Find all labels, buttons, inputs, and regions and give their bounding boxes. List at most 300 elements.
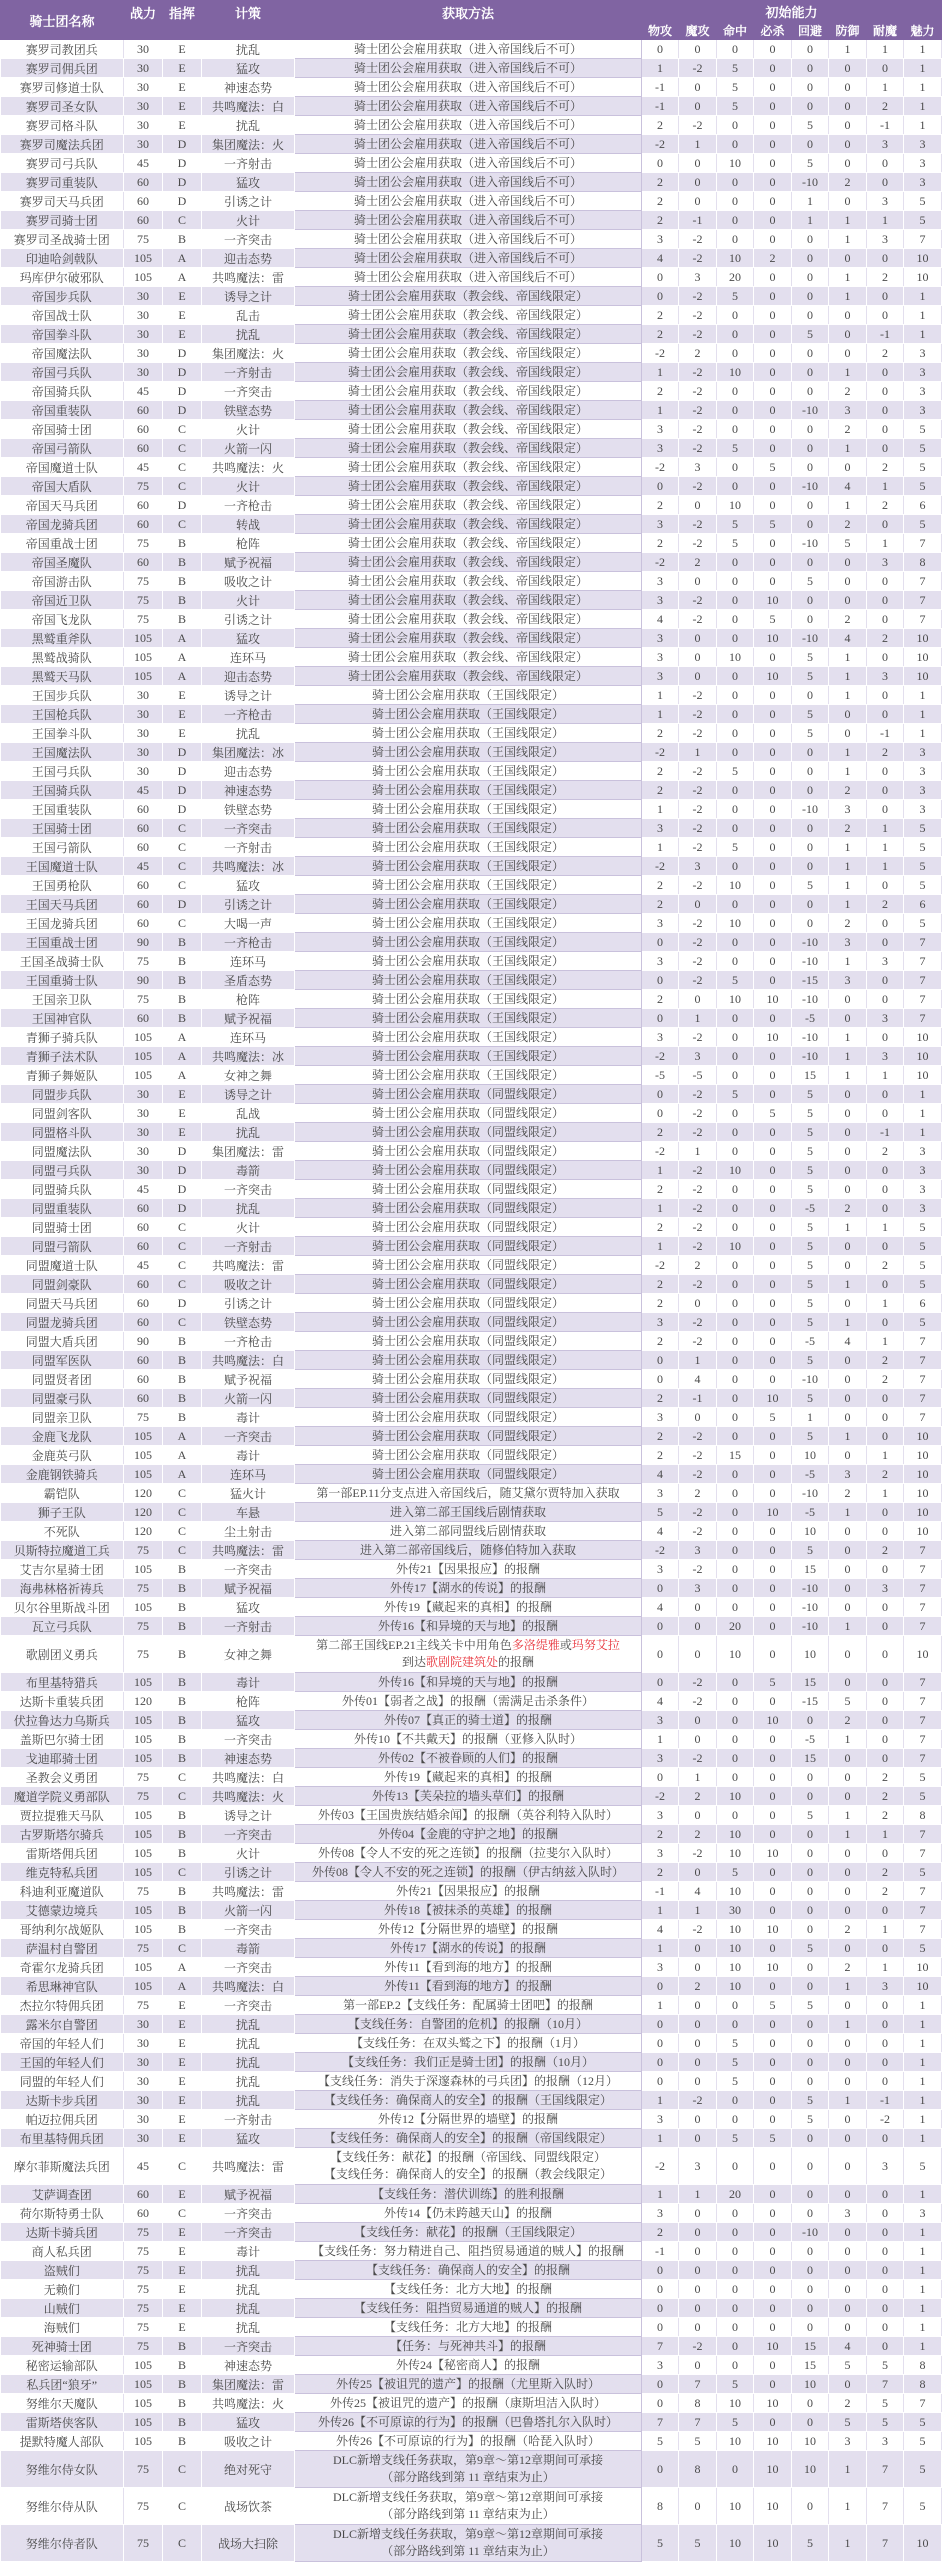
stat-4: 0 — [754, 1617, 792, 1636]
stat-1: 0 — [642, 2451, 679, 2488]
battalion-power: 75 — [124, 990, 163, 1009]
stat-8: 1 — [904, 2110, 942, 2129]
battalion-command: B — [163, 1825, 202, 1844]
battalion-name: 同盟重装队 — [1, 1199, 124, 1218]
stat-1: 1 — [642, 1237, 679, 1256]
stat-7: 0 — [867, 515, 904, 534]
battalion-command: D — [163, 1161, 202, 1180]
stat-2: -5 — [679, 1066, 717, 1085]
table-row — [1, 515, 942, 534]
stat-2: -2 — [679, 1844, 717, 1863]
stat-6: 1 — [829, 1617, 867, 1636]
stat-5: 0 — [792, 2015, 829, 2034]
battalion-method: 骑士团公会雇用获取（王国线限定） — [295, 971, 642, 990]
stat-1: -2 — [642, 2148, 679, 2185]
battalion-name: 帝国拳斗队 — [1, 325, 124, 344]
battalion-power: 105 — [124, 1920, 163, 1939]
battalion-name: 私兵团“狼牙” — [1, 2375, 124, 2394]
table-row — [1, 1901, 942, 1920]
stat-6: 0 — [829, 192, 867, 211]
battalion-name: 伏拉鲁达力乌斯兵 — [1, 1711, 124, 1730]
stat-7: 0 — [867, 1939, 904, 1958]
stat-1: 2 — [642, 1294, 679, 1313]
stat-3: 0 — [717, 1484, 754, 1503]
stat-6: 1 — [829, 287, 867, 306]
table-row — [1, 1522, 942, 1541]
stat-4: 10 — [754, 2525, 792, 2562]
battalion-method: 骑士团公会雇用获取（王国线限定） — [295, 743, 642, 762]
stat-7: 3 — [867, 2432, 904, 2451]
battalion-command: B — [163, 1806, 202, 1825]
battalion-tactic: 共鸣魔法：雷 — [202, 1541, 295, 1560]
stat-6: 2 — [829, 515, 867, 534]
stat-4: 10 — [754, 2432, 792, 2451]
stat-3: 5 — [717, 971, 754, 990]
stat-8: 1 — [904, 2091, 942, 2110]
stat-5: 5 — [792, 724, 829, 743]
stat-8: 7 — [904, 1673, 942, 1692]
battalion-method: 骑士团公会雇用获取（进入帝国线后不可） — [295, 154, 642, 173]
stat-4: 0 — [754, 2185, 792, 2204]
battalion-method: 外传04【金鹿的守护之地】的报酬 — [295, 1825, 642, 1844]
battalion-name: 王国勇枪队 — [1, 876, 124, 895]
battalion-tactic: 扰乱 — [202, 325, 295, 344]
stat-3: 10 — [717, 1825, 754, 1844]
stat-3: 0 — [717, 1180, 754, 1199]
battalion-tactic: 迎击态势 — [202, 249, 295, 268]
stat-7: 2 — [867, 1863, 904, 1882]
stat-7: -1 — [867, 2091, 904, 2110]
stat-8: 5 — [904, 1313, 942, 1332]
stat-7: 1 — [867, 857, 904, 876]
battalion-method: 骑士团公会雇用获取（王国线限定） — [295, 933, 642, 952]
battalion-tactic: 乱击 — [202, 306, 295, 325]
stat-1: 2 — [642, 1180, 679, 1199]
battalion-command: C — [163, 2148, 202, 2185]
stat-6: 0 — [829, 2318, 867, 2337]
stat-4: 0 — [754, 1370, 792, 1389]
battalion-method: 骑士团公会雇用获取（进入帝国线后不可） — [295, 116, 642, 135]
stat-7: 2 — [867, 458, 904, 477]
table-row — [1, 1806, 942, 1825]
stat-8: 5 — [904, 1275, 942, 1294]
stat-3: 0 — [717, 2148, 754, 2185]
stat-2: 3 — [679, 268, 717, 287]
stat-8: 5 — [904, 1863, 942, 1882]
stat-5: -5 — [792, 1332, 829, 1351]
table-row — [1, 1199, 942, 1218]
battalion-name: 同盟剑豪队 — [1, 1275, 124, 1294]
battalion-command: B — [163, 572, 202, 591]
stat-5: -5 — [792, 1009, 829, 1028]
stat-7: 5 — [867, 2356, 904, 2375]
battalion-name: 艾德蒙边境兵 — [1, 1901, 124, 1920]
table-row — [1, 1275, 942, 1294]
stat-1: 0 — [642, 2299, 679, 2318]
battalion-command: B — [163, 1711, 202, 1730]
battalion-command: E — [163, 2110, 202, 2129]
stat-4: 0 — [754, 1806, 792, 1825]
battalion-command: B — [163, 230, 202, 249]
battalion-power: 75 — [124, 1996, 163, 2015]
battalion-command: C — [163, 439, 202, 458]
stat-5: 0 — [792, 553, 829, 572]
stat-7: 0 — [867, 382, 904, 401]
battalion-method: 外传24【秘密商人】的报酬 — [295, 2356, 642, 2375]
battalion-name: 王国枪兵队 — [1, 705, 124, 724]
battalion-power: 105 — [124, 667, 163, 686]
stat-6: 1 — [829, 1028, 867, 1047]
stat-5: 0 — [792, 2148, 829, 2185]
battalion-power: 45 — [124, 1256, 163, 1275]
stat-2: 0 — [679, 2034, 717, 2053]
stat-8: 5 — [904, 2432, 942, 2451]
stat-4: 0 — [754, 2204, 792, 2223]
stat-1: 3 — [642, 230, 679, 249]
stat-6: 1 — [829, 895, 867, 914]
battalion-name: 海贼们 — [1, 2318, 124, 2337]
stat-2: 0 — [679, 2204, 717, 2223]
stat-5: -10 — [792, 1484, 829, 1503]
stat-6: 1 — [829, 211, 867, 230]
battalion-power: 45 — [124, 857, 163, 876]
battalion-name: 盖斯巴尔骑士团 — [1, 1730, 124, 1749]
stat-7: 0 — [867, 2072, 904, 2091]
battalion-tactic: 赋予祝福 — [202, 1009, 295, 1028]
stat-8: 5 — [904, 192, 942, 211]
stat-8: 7 — [904, 1882, 942, 1901]
stat-7: 1 — [867, 838, 904, 857]
stat-2: -2 — [679, 876, 717, 895]
stat-1: 3 — [642, 629, 679, 648]
stat-1: 1 — [642, 2091, 679, 2110]
header-stat: 魔攻 — [679, 22, 717, 40]
stat-2: -2 — [679, 1161, 717, 1180]
battalion-tactic: 扰乱 — [202, 40, 295, 59]
stat-4: 0 — [754, 2356, 792, 2375]
stat-6: 2 — [829, 382, 867, 401]
battalion-power: 90 — [124, 971, 163, 990]
stat-6: 3 — [829, 2204, 867, 2223]
stat-2: 0 — [679, 78, 717, 97]
battalion-power: 105 — [124, 1446, 163, 1465]
stat-3: 0 — [717, 477, 754, 496]
battalion-name: 帝国魔道士队 — [1, 458, 124, 477]
table-row — [1, 952, 942, 971]
stat-3: 10 — [717, 1920, 754, 1939]
battalion-name: 赛罗司弓兵队 — [1, 154, 124, 173]
battalion-power: 30 — [124, 724, 163, 743]
stat-2: 0 — [679, 648, 717, 667]
stat-7: 1 — [867, 1825, 904, 1844]
table-row — [1, 2015, 942, 2034]
stat-2: 0 — [679, 667, 717, 686]
stat-2: 0 — [679, 1996, 717, 2015]
table-row — [1, 2413, 942, 2432]
stat-1: -2 — [642, 1541, 679, 1560]
battalion-name: 布里基特猎兵 — [1, 1673, 124, 1692]
stat-5: 10 — [792, 2451, 829, 2488]
stat-4: 10 — [754, 1028, 792, 1047]
battalion-power: 60 — [124, 515, 163, 534]
stat-4: 0 — [754, 2375, 792, 2394]
stat-2: -2 — [679, 1560, 717, 1579]
table-row — [1, 1237, 942, 1256]
battalion-power: 30 — [124, 2091, 163, 2110]
table-row — [1, 1180, 942, 1199]
stat-8: 1 — [904, 40, 942, 59]
battalion-tactic: 集团魔法：火 — [202, 344, 295, 363]
battalion-method: 第一部EP.2【支线任务：配属骑士团吧】的报酬 — [295, 1996, 642, 2015]
battalion-tactic: 一齐射击 — [202, 363, 295, 382]
battalion-name: 达斯卡重装兵团 — [1, 1692, 124, 1711]
battalion-method: 骑士团公会雇用获取（进入帝国线后不可） — [295, 135, 642, 154]
stat-5: -5 — [792, 1465, 829, 1484]
stat-5: 0 — [792, 2072, 829, 2091]
stat-4: 0 — [754, 1541, 792, 1560]
stat-5: 10 — [792, 2432, 829, 2451]
battalion-power: 75 — [124, 2223, 163, 2242]
battalion-name: 赛罗司圣战骑士团 — [1, 230, 124, 249]
battalion-command: E — [163, 287, 202, 306]
stat-7: 1 — [867, 1332, 904, 1351]
battalion-tactic: 猛火计 — [202, 1484, 295, 1503]
stat-7: 1 — [867, 477, 904, 496]
stat-6: 0 — [829, 97, 867, 116]
battalion-power: 105 — [124, 1673, 163, 1692]
stat-6: 0 — [829, 1673, 867, 1692]
stat-5: 0 — [792, 1825, 829, 1844]
stat-6: 0 — [829, 1787, 867, 1806]
battalion-command: C — [163, 420, 202, 439]
battalion-tactic: 转战 — [202, 515, 295, 534]
stat-6: 1 — [829, 838, 867, 857]
battalion-command: D — [163, 344, 202, 363]
battalion-tactic: 枪阵 — [202, 534, 295, 553]
table-row — [1, 743, 942, 762]
battalion-power: 105 — [124, 2432, 163, 2451]
stat-3: 5 — [717, 2053, 754, 2072]
stat-1: 0 — [642, 1977, 679, 1996]
stat-1: 0 — [642, 1617, 679, 1636]
stat-4: 0 — [754, 439, 792, 458]
stat-7: 0 — [867, 2185, 904, 2204]
stat-2: -2 — [679, 287, 717, 306]
stat-2: 7 — [679, 2413, 717, 2432]
stat-7: 3 — [867, 1047, 904, 1066]
battalion-name: 雷斯塔侠客队 — [1, 2413, 124, 2432]
stat-6: 1 — [829, 496, 867, 515]
stat-6: 1 — [829, 1218, 867, 1237]
battalion-method: 骑士团公会雇用获取（教会线、帝国线限定） — [295, 629, 642, 648]
stat-8: 1 — [904, 78, 942, 97]
stat-4: 0 — [754, 1142, 792, 1161]
stat-7: 0 — [867, 287, 904, 306]
stat-8: 3 — [904, 401, 942, 420]
stat-1: 2 — [642, 192, 679, 211]
stat-8: 7 — [904, 1389, 942, 1408]
stat-2: 1 — [679, 743, 717, 762]
stat-6: 2 — [829, 1958, 867, 1977]
stat-1: 2 — [642, 1863, 679, 1882]
stat-5: 1 — [792, 211, 829, 230]
battalion-name: 王国弓兵队 — [1, 762, 124, 781]
stat-4: 0 — [754, 2110, 792, 2129]
stat-1: 5 — [642, 2432, 679, 2451]
stat-5: 0 — [792, 2261, 829, 2280]
table-row — [1, 1958, 942, 1977]
battalion-power: 105 — [124, 2394, 163, 2413]
stat-3: 20 — [717, 1617, 754, 1636]
table-row — [1, 1161, 942, 1180]
battalion-name: 王国的年轻人们 — [1, 2053, 124, 2072]
table-row — [1, 287, 942, 306]
battalion-method: 骑士团公会雇用获取（王国线限定） — [295, 838, 642, 857]
table-row — [1, 686, 942, 705]
battalion-tactic: 火计 — [202, 591, 295, 610]
stat-4: 0 — [754, 895, 792, 914]
stat-1: -2 — [642, 458, 679, 477]
stat-5: 0 — [792, 1901, 829, 1920]
stat-7: 0 — [867, 2204, 904, 2223]
battalion-name: 王国骑士团 — [1, 819, 124, 838]
battalion-command: B — [163, 1882, 202, 1901]
stat-7: 0 — [867, 59, 904, 78]
battalion-method: DLC新增支线任务获取，第9章～第12章期间可承接 （部分路线到第 11 章结束为止） — [295, 2488, 642, 2525]
stat-3: 10 — [717, 1844, 754, 1863]
stat-4: 0 — [754, 344, 792, 363]
table-row — [1, 724, 942, 743]
battalion-name: 赛罗司佣兵团 — [1, 59, 124, 78]
stat-8: 7 — [904, 1825, 942, 1844]
stat-1: 0 — [642, 154, 679, 173]
stat-6: 1 — [829, 1825, 867, 1844]
stat-6: 0 — [829, 553, 867, 572]
stat-7: 0 — [867, 2337, 904, 2356]
stat-1: 3 — [642, 1806, 679, 1825]
battalion-command: E — [163, 2223, 202, 2242]
stat-2: -2 — [679, 2337, 717, 2356]
battalion-power: 60 — [124, 800, 163, 819]
stat-4: 0 — [754, 306, 792, 325]
stat-3: 0 — [717, 1465, 754, 1484]
stat-8: 8 — [904, 1806, 942, 1825]
battalion-power: 60 — [124, 914, 163, 933]
stat-2: -2 — [679, 1313, 717, 1332]
stat-3: 0 — [717, 1579, 754, 1598]
battalion-command: C — [163, 914, 202, 933]
stat-8: 7 — [904, 1901, 942, 1920]
battalion-name: 努维尔天魔队 — [1, 2394, 124, 2413]
stat-5: 5 — [792, 2091, 829, 2110]
battalion-power: 60 — [124, 1218, 163, 1237]
stat-7: 1 — [867, 1066, 904, 1085]
stat-8: 1 — [904, 2280, 942, 2299]
stat-4: 0 — [754, 1294, 792, 1313]
stat-2: -2 — [679, 1237, 717, 1256]
stat-5: 0 — [792, 458, 829, 477]
battalion-power: 60 — [124, 496, 163, 515]
stat-6: 0 — [829, 1844, 867, 1863]
battalion-name: 赛罗司修道士队 — [1, 78, 124, 97]
battalion-tactic: 毒计 — [202, 2242, 295, 2261]
stat-4: 2 — [754, 249, 792, 268]
stat-1: 4 — [642, 1692, 679, 1711]
battalion-tactic: 火计 — [202, 477, 295, 496]
stat-4: 0 — [754, 724, 792, 743]
battalion-command: C — [163, 838, 202, 857]
battalion-power: 75 — [124, 230, 163, 249]
battalion-name: 贾拉提雅天马队 — [1, 1806, 124, 1825]
table-row — [1, 1218, 942, 1237]
battalion-tactic: 诱导之计 — [202, 686, 295, 705]
stat-6: 2 — [829, 1484, 867, 1503]
stat-5: 0 — [792, 1920, 829, 1939]
stat-6: 0 — [829, 1085, 867, 1104]
stat-5: 15 — [792, 1066, 829, 1085]
battalion-power: 30 — [124, 135, 163, 154]
stat-5: -5 — [792, 1503, 829, 1522]
battalion-name: 同盟贤者团 — [1, 1370, 124, 1389]
stat-6: 0 — [829, 2185, 867, 2204]
stat-7: 0 — [867, 572, 904, 591]
stat-7: 0 — [867, 971, 904, 990]
table-row — [1, 1711, 942, 1730]
battalion-tactic: 一齐射击 — [202, 1237, 295, 1256]
battalion-name: 达斯卡骑兵团 — [1, 2223, 124, 2242]
battalion-name: 青狮子法术队 — [1, 1047, 124, 1066]
stat-6: 0 — [829, 1142, 867, 1161]
stat-3: 0 — [717, 1123, 754, 1142]
stat-7: 0 — [867, 1636, 904, 1673]
stat-8: 7 — [904, 1560, 942, 1579]
stat-4: 0 — [754, 971, 792, 990]
stat-1: 3 — [642, 1711, 679, 1730]
stat-7: 0 — [867, 1161, 904, 1180]
stat-8: 10 — [904, 1977, 942, 1996]
stat-2: 0 — [679, 1294, 717, 1313]
stat-7: 0 — [867, 420, 904, 439]
stat-4: 0 — [754, 1636, 792, 1673]
stat-3: 0 — [717, 1806, 754, 1825]
stat-1: 2 — [642, 496, 679, 515]
stat-6: 1 — [829, 1730, 867, 1749]
battalion-name: 帝国天马兵团 — [1, 496, 124, 515]
stat-3: 0 — [717, 135, 754, 154]
stat-4: 0 — [754, 2053, 792, 2072]
battalion-name: 同盟军医队 — [1, 1351, 124, 1370]
table-row — [1, 838, 942, 857]
stat-2: -2 — [679, 515, 717, 534]
battalion-method: 外传16【和异境的天与地】的报酬 — [295, 1673, 642, 1692]
battalion-name: 商人私兵团 — [1, 2242, 124, 2261]
stat-2: 3 — [679, 857, 717, 876]
header-stat: 魅力 — [904, 22, 942, 40]
battalion-method: 外传14【仍未跨越天山】的报酬 — [295, 2204, 642, 2223]
battalion-tactic: 扰乱 — [202, 1199, 295, 1218]
stat-4: 0 — [754, 2242, 792, 2261]
stat-4: 0 — [754, 914, 792, 933]
table-row — [1, 1920, 942, 1939]
stat-6: 2 — [829, 819, 867, 838]
stat-5: -10 — [792, 173, 829, 192]
battalion-method: 【支线任务：潜伏训练】的胜利报酬 — [295, 2185, 642, 2204]
stat-1: 4 — [642, 1465, 679, 1484]
stat-6: 0 — [829, 2261, 867, 2280]
stat-5: -10 — [792, 401, 829, 420]
stat-1: 2 — [642, 895, 679, 914]
stat-4: 0 — [754, 1560, 792, 1579]
